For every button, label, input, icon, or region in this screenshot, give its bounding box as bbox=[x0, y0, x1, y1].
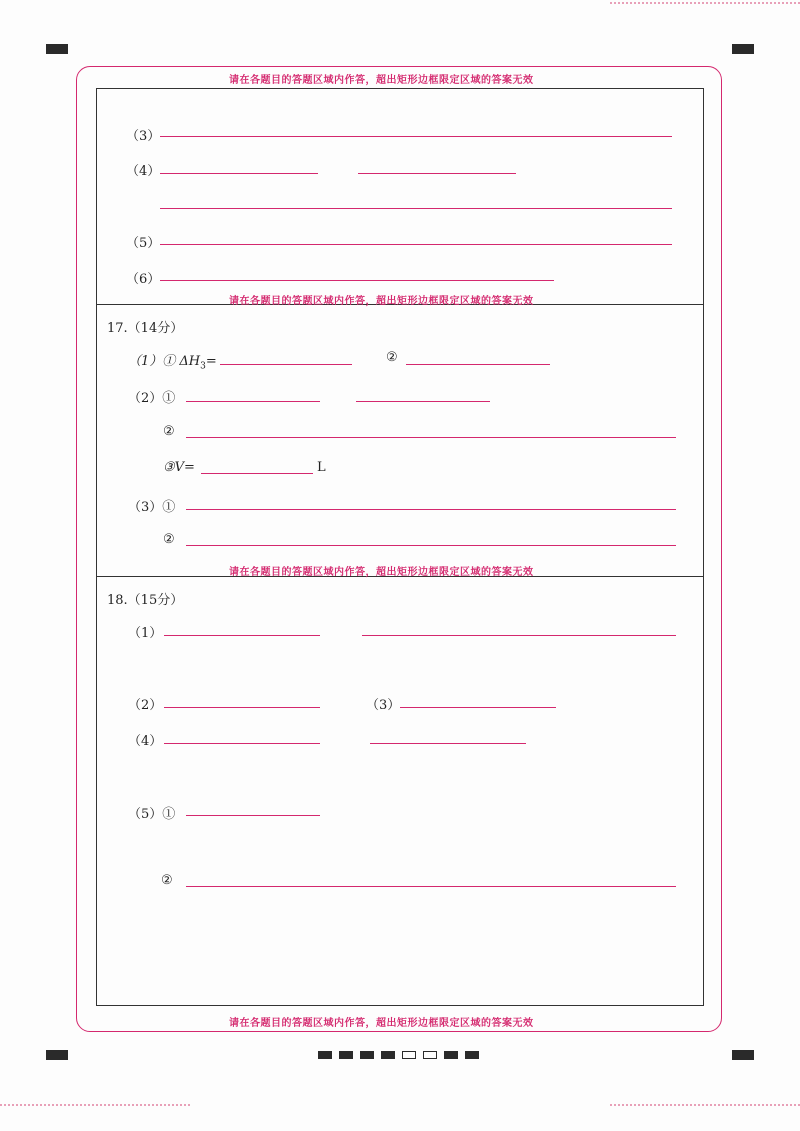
q17-part3-answer-line-2[interactable] bbox=[186, 545, 676, 546]
q17-header: 17.（14分） bbox=[107, 321, 184, 336]
registration-mark-bottom-right bbox=[732, 1050, 754, 1060]
q18-part1-answer-line-2[interactable] bbox=[362, 635, 676, 636]
q17-part1-text: （1）① ΔH bbox=[128, 354, 201, 369]
q16-part4-answer-line-1[interactable] bbox=[160, 173, 318, 174]
q16-part6-label: （6） bbox=[126, 272, 161, 287]
q16-part3-answer-line[interactable] bbox=[160, 136, 672, 137]
q17-part1-circle-2: ② bbox=[386, 350, 398, 365]
code-square-filled bbox=[444, 1051, 458, 1059]
q17-part2-answer-line-3[interactable] bbox=[201, 473, 313, 474]
q17-part2-answer-line-1b[interactable] bbox=[356, 401, 490, 402]
q16-part6-answer-line[interactable] bbox=[160, 280, 554, 281]
q18-part5-answer-line-1[interactable] bbox=[186, 815, 320, 816]
code-square-filled bbox=[339, 1051, 353, 1059]
q17-part3-label: （3）① bbox=[128, 500, 176, 515]
q16-part5-label: （5） bbox=[126, 236, 161, 251]
q17-part1-subscript: 3 bbox=[200, 361, 206, 372]
q17-part2-answer-line-2[interactable] bbox=[186, 437, 676, 438]
bottom-dotted-edge-right bbox=[610, 1104, 800, 1106]
q18-header: 18.（15分） bbox=[107, 593, 184, 608]
q17-part1-answer-line-2[interactable] bbox=[406, 364, 550, 365]
q18-part3-answer-line[interactable] bbox=[400, 707, 556, 708]
q18-part1-answer-line-1[interactable] bbox=[164, 635, 320, 636]
q17-part2-unit: L bbox=[317, 460, 326, 475]
q17-part2-answer-line-1a[interactable] bbox=[186, 401, 320, 402]
q17-part1-answer-line-1[interactable] bbox=[220, 364, 352, 365]
code-square-filled bbox=[318, 1051, 332, 1059]
warning-text-section-16: 请在各题目的答题区域内作答，超出矩形边框限定区域的答案无效 bbox=[229, 296, 534, 307]
q17-part1-equals: = bbox=[205, 354, 217, 369]
q17-part2-label: （2）① bbox=[128, 391, 176, 406]
registration-mark-top-left bbox=[46, 44, 68, 54]
warning-text-bottom: 请在各题目的答题区域内作答，超出矩形边框限定区域的答案无效 bbox=[229, 1018, 534, 1029]
bottom-dotted-edge-left bbox=[0, 1104, 190, 1106]
registration-mark-top-right bbox=[732, 44, 754, 54]
q16-part3-label: （3） bbox=[126, 129, 161, 144]
code-square-empty bbox=[423, 1051, 437, 1059]
q16-part4-answer-line-2[interactable] bbox=[358, 173, 516, 174]
code-square-filled bbox=[381, 1051, 395, 1059]
q17-part1-label bbox=[128, 350, 217, 372]
q17-part2-circle-2: ② bbox=[163, 424, 175, 439]
code-square-filled bbox=[465, 1051, 479, 1059]
registration-mark-bottom-left bbox=[46, 1050, 68, 1060]
warning-text-top: 请在各题目的答题区域内作答，超出矩形边框限定区域的答案无效 bbox=[229, 75, 534, 86]
q17-part3-answer-line-1[interactable] bbox=[186, 509, 676, 510]
q18-part5-label: （5）① bbox=[128, 807, 176, 822]
q18-part3-label: （3） bbox=[366, 698, 401, 713]
q18-part1-label: （1） bbox=[128, 626, 163, 641]
q17-part3-circle-2: ② bbox=[163, 532, 175, 547]
q16-part4-label: （4） bbox=[126, 164, 161, 179]
q17-part2-circle-3: ③V= bbox=[163, 460, 195, 475]
q18-part5-answer-line-2[interactable] bbox=[186, 886, 676, 887]
q18-part5-circle-2: ② bbox=[161, 873, 173, 888]
top-dotted-edge bbox=[610, 2, 800, 4]
q18-part4-answer-line-1[interactable] bbox=[164, 743, 320, 744]
q18-part4-answer-line-2[interactable] bbox=[370, 743, 526, 744]
answer-area-inner-frame bbox=[96, 88, 704, 1006]
q16-part5-answer-line[interactable] bbox=[160, 244, 672, 245]
warning-text-section-17: 请在各题目的答题区域内作答，超出矩形边框限定区域的答案无效 bbox=[229, 567, 534, 578]
q18-part2-answer-line[interactable] bbox=[164, 707, 320, 708]
q18-part2-label: （2） bbox=[128, 698, 163, 713]
code-square-empty bbox=[402, 1051, 416, 1059]
code-square-filled bbox=[360, 1051, 374, 1059]
q18-part4-label: （4） bbox=[128, 734, 163, 749]
q16-part4-answer-line-3[interactable] bbox=[160, 208, 672, 209]
